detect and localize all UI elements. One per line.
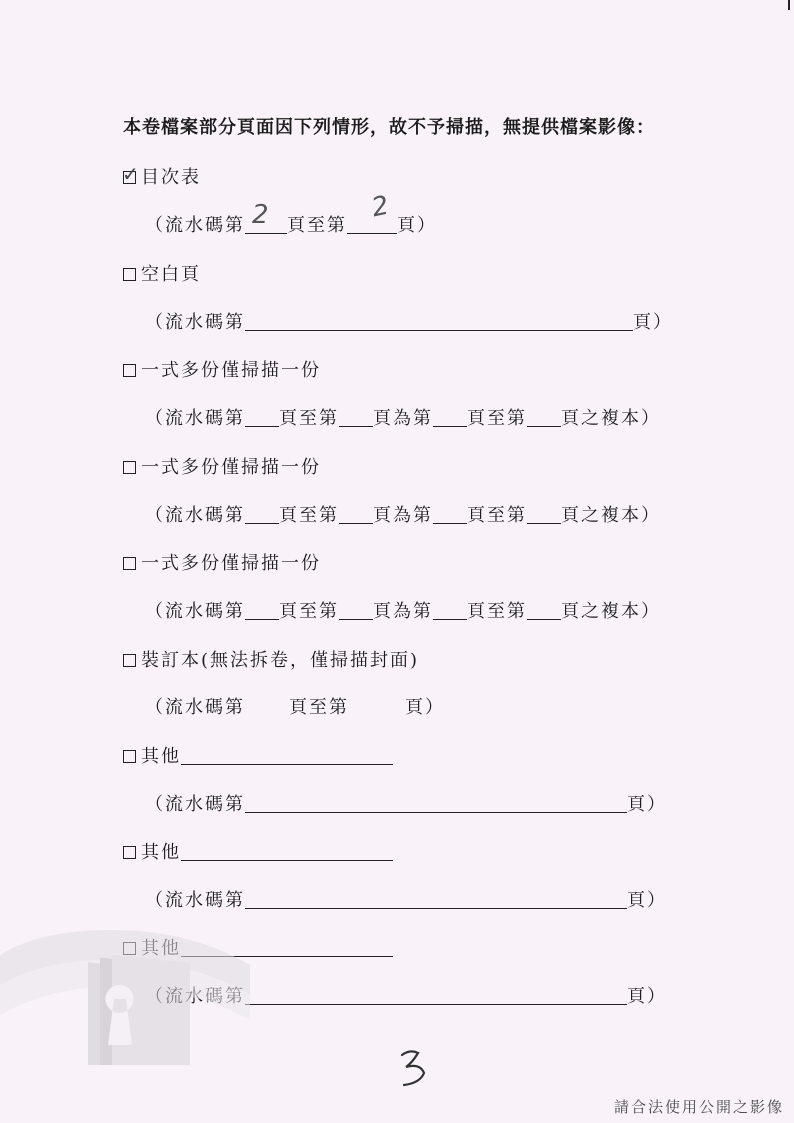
serial-range-row: [145, 693, 445, 719]
serial-close-text: 頁）: [627, 794, 667, 815]
page-line: [433, 601, 467, 620]
checkbox-empty: [123, 557, 136, 570]
page-line: [245, 601, 279, 620]
handwritten-page-number: [398, 1043, 438, 1088]
page-line: [433, 408, 467, 427]
serial-open-text: （流水碼第: [145, 890, 245, 911]
handwritten-from-page: 2: [252, 200, 269, 230]
serial-is-text: 頁為第: [373, 601, 433, 622]
serial-copy-text: 頁之複本）: [561, 601, 661, 622]
page-line: [339, 505, 373, 524]
check-mark-icon: ✓: [122, 162, 141, 186]
checkbox-item-duplicate-3: [123, 549, 321, 575]
serial-copy-row: [145, 597, 661, 623]
serial-line-row: [145, 308, 673, 334]
serial-to-text: 頁至第: [279, 408, 339, 429]
serial-to-text: 頁至第: [467, 601, 527, 622]
item-label: 其他: [141, 746, 181, 767]
page-line: [245, 505, 279, 524]
archive-watermark-logo: [0, 925, 250, 1065]
page-heading: 本卷檔案部分頁面因下列情形，故不予掃描，無提供檔案影像：: [123, 117, 655, 138]
serial-to-text: 頁至第: [287, 215, 347, 236]
checkbox-item-other-2: [123, 838, 393, 864]
serial-line-row: [145, 886, 667, 912]
serial-close-text: 頁）: [397, 215, 437, 236]
checkbox-item-bound-volume: [123, 646, 419, 672]
serial-open-text: （流水碼第: [145, 408, 245, 429]
serial-copy-text: 頁之複本）: [561, 408, 661, 429]
serial-open-text: （流水碼第: [145, 697, 245, 718]
serial-to-text: 頁至第: [279, 505, 339, 526]
serial-open-text: （流水碼第: [145, 312, 245, 333]
footer-notice: 請合法使用公開之影像: [613, 1098, 784, 1116]
page-line: [527, 505, 561, 524]
item-label: 目次表: [141, 167, 201, 188]
serial-fill-line: [245, 794, 627, 813]
page-line: [245, 408, 279, 427]
item-label: 其他: [141, 842, 181, 863]
serial-is-text: 頁為第: [373, 505, 433, 526]
checkbox-item-duplicate-1: [123, 356, 321, 382]
checkbox-checked: [122, 162, 141, 186]
serial-close-text: 頁）: [627, 890, 667, 911]
serial-to-text: 頁至第: [289, 697, 349, 718]
handwritten-to-page: 2: [369, 190, 392, 224]
page-line: [433, 505, 467, 524]
serial-close-text: 頁）: [405, 697, 445, 718]
serial-open-text: （流水碼第: [145, 601, 245, 622]
other-fill-line: [181, 842, 393, 861]
serial-fill-line: [245, 986, 627, 1005]
page-line: [339, 408, 373, 427]
serial-to-text: 頁至第: [467, 408, 527, 429]
checkbox-empty: [123, 364, 136, 377]
serial-open-text: （流水碼第: [145, 215, 245, 236]
serial-open-text: （流水碼第: [145, 505, 245, 526]
serial-copy-row: [145, 404, 661, 430]
item-label: 裝訂本(無法拆卷，僅掃描封面): [141, 650, 420, 671]
checkbox-item-duplicate-2: [123, 453, 321, 479]
page-line: [527, 601, 561, 620]
checkbox-empty: [123, 461, 136, 474]
checkbox-empty: [123, 654, 136, 667]
page-line: [339, 601, 373, 620]
serial-copy-text: 頁之複本）: [561, 505, 661, 526]
serial-to-text: 頁至第: [467, 505, 527, 526]
serial-line-row: [145, 790, 667, 816]
serial-range-row: [145, 211, 437, 237]
checkbox-empty: [123, 846, 136, 859]
other-fill-line: [181, 746, 393, 765]
item-label: 一式多份僅掃描一份: [141, 553, 321, 574]
serial-to-text: 頁至第: [279, 601, 339, 622]
serial-close-text: 頁）: [627, 986, 667, 1007]
serial-fill-line: [245, 312, 633, 331]
item-label: 一式多份僅掃描一份: [141, 360, 321, 381]
serial-fill-line: [245, 890, 627, 909]
serial-close-text: 頁）: [633, 312, 673, 333]
checkbox-item-blank-page: [123, 260, 201, 286]
page-line: [527, 408, 561, 427]
checkbox-item-toc: [123, 163, 201, 189]
item-label: 一式多份僅掃描一份: [141, 457, 321, 478]
checkbox-item-other-1: [123, 742, 393, 768]
scan-edge-mark: [788, 0, 790, 10]
checkbox-empty: [123, 268, 136, 281]
item-label: 空白頁: [141, 264, 201, 285]
checkbox-empty: [123, 750, 136, 763]
serial-is-text: 頁為第: [373, 408, 433, 429]
serial-open-text: （流水碼第: [145, 794, 245, 815]
serial-copy-row: [145, 501, 661, 527]
